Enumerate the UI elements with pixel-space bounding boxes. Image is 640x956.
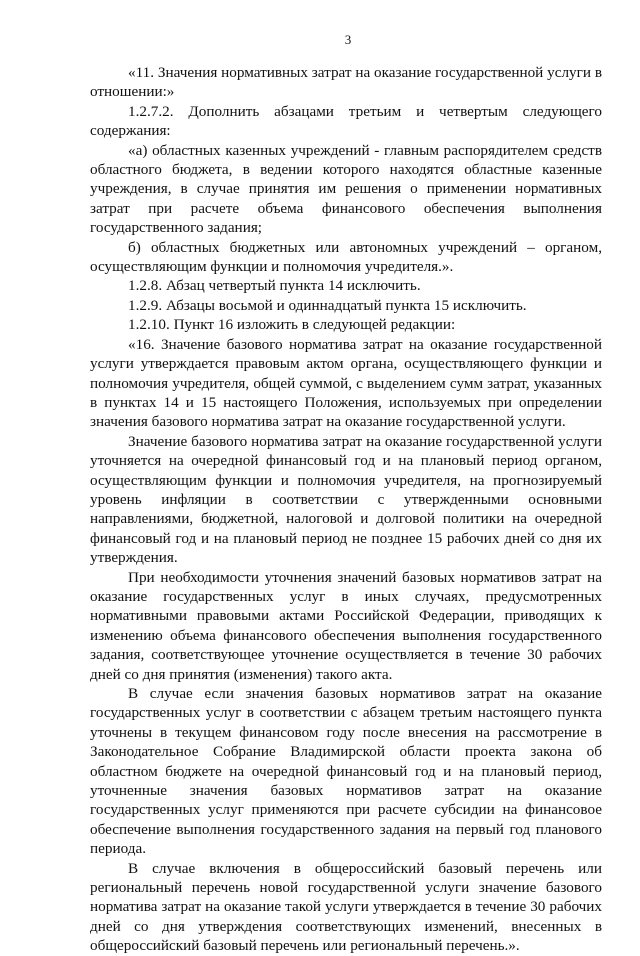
document-page xyxy=(90,32,602,955)
paragraph-8: «16. Значение базового норматива затрат на оказание государственной услуги утверждается правовым актом органа, осуществляющего функции и полномочия учредителя, общей суммой, с выделением сумм затрат, указанных в пунктах 14 и 15 настоящего Положения, используемых при определении значения базового норматива затрат на оказание государственной услуги. xyxy=(90,335,602,431)
paragraph-12: В случае включения в общероссийский базовый перечень или региональный перечень новой государственной услуги значение базового норматива затрат на оказание такой услуги утверждается в течение 30 рабочих дней со дня утверждения соответствующих изменений, внесенных в общероссийский базовый перечень или региональный перечень.». xyxy=(90,859,602,955)
paragraph-5: 1.2.8. Абзац четвертый пункта 14 исключить. xyxy=(128,277,421,295)
paragraph-1: «11. Значения нормативных затрат на оказание государственной услуги в отношении:» xyxy=(90,64,602,101)
paragraph-9: Значение базового норматива затрат на оказание государственной услуги уточняется на очередной финансовый год и на плановый период органом, осуществляющим функции и полномочия учредителя, на прогнозируемый уровень инфляции в соответствии с утвержденными основными направлениями, бюджетной, налоговой и долговой политики на очередной финансовый год и на плановый период не позднее 15 рабочих дней со дня их утверждения. xyxy=(90,432,602,567)
paragraph-2: 1.2.7.2. Дополнить абзацами третьим и четвертым следующего содержания: xyxy=(90,102,602,140)
paragraph-4: б) областных бюджетных или автономных учреждений – органом, осуществляющим функции и полномочия учредителя.». xyxy=(90,238,602,276)
paragraph-6: 1.2.9. Абзацы восьмой и одиннадцатый пункта 15 исключить. xyxy=(128,296,527,314)
paragraph-3: «а) областных казенных учреждений - главным распорядителем средств областного бюджета, в ведении которого находятся областные казенные учреждения, в случае принятия им решения о применении нормативных затрат при расчете объема финансового обеспечения выполнения государственного задания; xyxy=(90,141,602,237)
paragraph-11: В случае если значения базовых нормативов затрат на оказание государственных услуг в соответствии с абзацем третьим настоящего пункта уточнены в текущем финансовом году после внесения на рассмотрение в Законодательное Собрание Владимирской области проекта закона об областном бюджете на очередной финансовый год и на плановый период, уточненные значения базовых нормативов затрат на оказание государственных услуг применяются при расчете субсидии на финансовое обеспечение выполнения государственного задания на первый год планового периода. xyxy=(90,685,602,858)
paragraph-7: 1.2.10. Пункт 16 изложить в следующей редакции: xyxy=(128,316,456,334)
page-number: 3 xyxy=(344,32,352,47)
paragraph-10: При необходимости уточнения значений базовых нормативов затрат на оказание государственных услуг в иных случаях, предусмотренных нормативными правовыми актами Российской Федерации, приводящих к изменению объема финансового обеспечения выполнения государственного задания, соответствующее уточнение осуществляется в течение 30 рабочих дней со дня принятия (изменения) такого акта. xyxy=(90,568,602,683)
